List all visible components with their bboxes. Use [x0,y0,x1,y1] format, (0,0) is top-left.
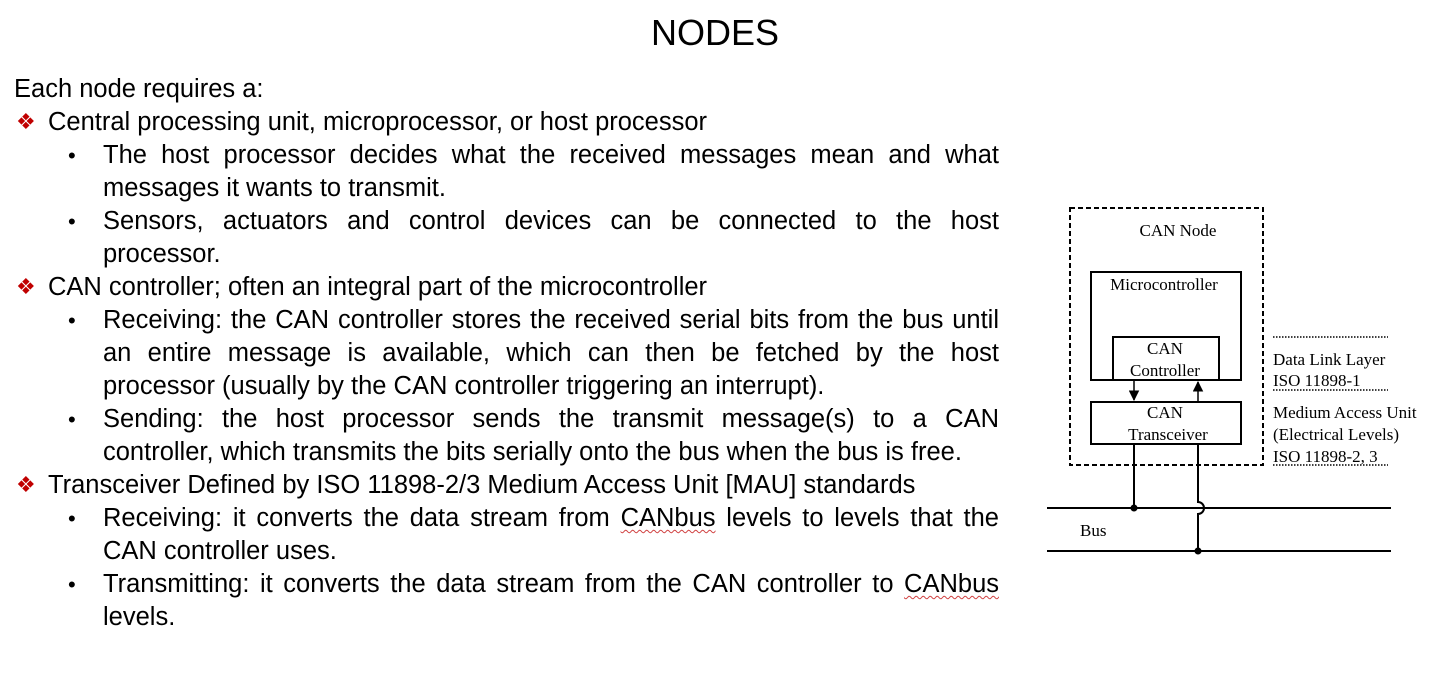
bullet-list [14,304,1004,469]
bullet-item [14,139,999,205]
can-controller-label-line2: Controller [1130,361,1200,380]
bullet-text: Transmitting: it converts the data stream from the CAN controller to CANbus levels. [103,570,999,631]
section-transceiver [14,469,1004,634]
diamond-bullet-icon: ❖ [16,473,36,498]
section-heading-text: Central processing unit, microprocessor, or host processor [48,108,708,136]
bullet-list [14,502,1004,634]
bullet-dot-icon: • [68,308,76,333]
section-heading [14,271,1004,304]
dll-label-line2: ISO 11898-1 [1273,371,1361,390]
bullet-dot-icon: • [68,506,76,531]
diamond-bullet-icon: ❖ [16,275,36,300]
section-heading [14,106,1004,139]
can-transceiver-label-line1: CAN [1147,403,1183,422]
bullet-text: The host processor decides what the received messages mean and what messages it wants to transmit. [103,141,999,202]
bus-junction-high [1131,505,1138,512]
microcontroller-label: Microcontroller [1110,275,1218,294]
bullet-item [14,403,999,469]
misspelled-word: CANbus [904,570,999,598]
can-transceiver-label-line2: Transceiver [1128,425,1208,444]
section-cpu [14,106,1004,271]
bus-connection-low [1198,444,1204,551]
mau-label-line2: (Electrical Levels) [1273,425,1400,444]
intro-text: Each node requires a: [14,75,264,103]
bullet-text: Receiving: the CAN controller stores the received serial bits from the bus until an entire message is available, which can then be fetched by the host processor (usually by the CAN controller triggering an interrupt). [103,306,999,400]
bullet-item [14,568,999,634]
diamond-bullet-icon: ❖ [16,110,36,135]
bullet-text: Sending: the host processor sends the transmit message(s) to a CAN controller, which transmits the bits serially onto the bus when the bus is free. [103,405,999,466]
bus-label: Bus [1080,521,1107,540]
bullet-dot-icon: • [68,407,76,432]
mau-label-line3: ISO 11898-2, 3 [1273,447,1378,466]
mau-label-line1: Medium Access Unit [1273,403,1417,422]
can-node-label: CAN Node [1139,221,1217,240]
bullet-item [14,205,999,271]
bullet-dot-icon: • [68,209,76,234]
bullet-text: Sensors, actuators and control devices can be connected to the host processor. [103,207,999,268]
can-controller-label-line1: CAN [1147,339,1183,358]
section-heading-text: CAN controller; often an integral part of the microcontroller [48,273,708,301]
bullet-item [14,304,999,403]
bullet-list [14,139,1004,271]
section-heading [14,469,1004,502]
dll-label-line1: Data Link Layer [1273,350,1386,369]
misspelled-word: CANbus [620,504,716,532]
bullet-dot-icon: • [68,143,76,168]
slide-body [14,73,1004,634]
page-title: NODES [650,12,780,53]
bus-junction-low [1195,548,1202,555]
bullet-text: Receiving: it converts the data stream from CANbus levels to levels that the CAN controller uses. [103,504,999,565]
section-heading-text: Transceiver Defined by ISO 11898-2/3 Medium Access Unit [MAU] standards [48,471,916,499]
can-node-diagram [1040,195,1442,565]
section-can-controller [14,271,1004,469]
bullet-dot-icon: • [68,572,76,597]
bullet-item [14,502,999,568]
